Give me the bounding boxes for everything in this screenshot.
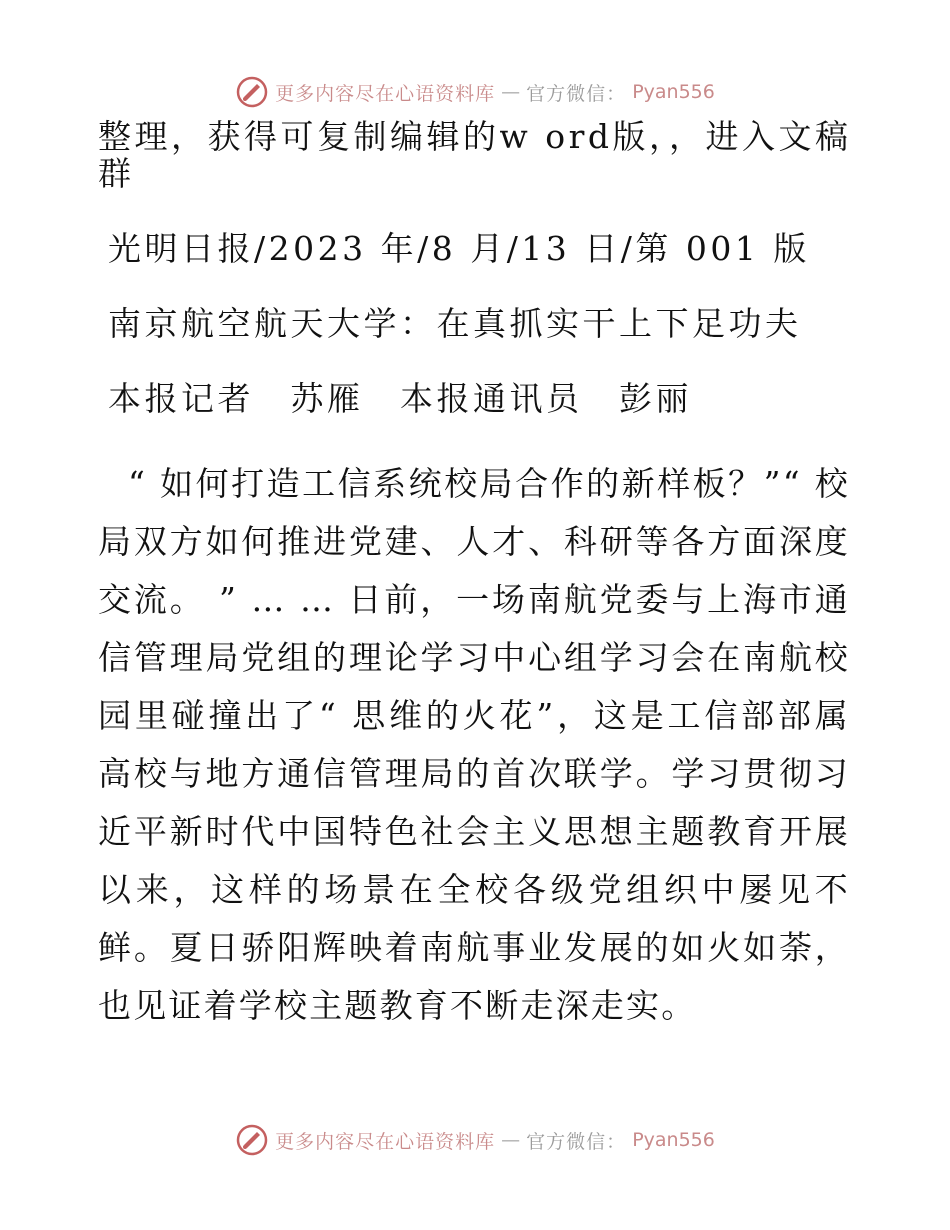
document-body (98, 118, 850, 1035)
watermark-wechat-label: 官方微信： (526, 1130, 627, 1153)
article-paragraph: “ 如何打造工信系统校局合作的新样板？”“ 校局双方如何推进党建、人才、科研等各方面深度交流。 ” … … 日前，一场南航党委与上海市通信管理局党组的理论学习中心组学习会在南航校园里碰撞出了“ 思维的火花”，这是工信部部属高校与地方通信管理局的首次联学。学习贯彻习近平新时代中国特色社会主义思想主题教育开展以来，这样的场景在全校各级党组织中屡见不鲜。夏日骄阳辉映着南航事业发展的如火如荼，也见证着学校主题教育不断走深走实。 (98, 464, 850, 1025)
logo-icon (235, 75, 269, 109)
byline: 本报记者 苏雁 本报通讯员 彭丽 (108, 379, 692, 418)
footer-watermark (0, 1120, 950, 1160)
watermark-title: 更多内容尽在心语资料库 (275, 82, 496, 105)
watermark-wechat-label: 官方微信： (526, 82, 627, 105)
header-watermark (0, 72, 950, 112)
watermark-wechat-handle: Pyan556 (632, 81, 715, 103)
intro-line-1: 整理，获得可复制编辑的w ord版，，进入文稿 (98, 117, 852, 156)
headline: 南京航空航天大学：在真抓实干上下足功夫 (108, 304, 802, 343)
intro-paragraph (98, 118, 850, 192)
watermark-title: 更多内容尽在心语资料库 (275, 1130, 496, 1153)
logo-icon (235, 1123, 269, 1157)
watermark-dash: — (501, 1129, 521, 1151)
watermark-dash: — (501, 81, 521, 103)
source-line: 光明日报/2023 年/8 月/13 日/第 001 版 (108, 229, 810, 268)
watermark-wechat-handle: Pyan556 (632, 1129, 715, 1151)
intro-line-2: 群 (98, 154, 135, 193)
